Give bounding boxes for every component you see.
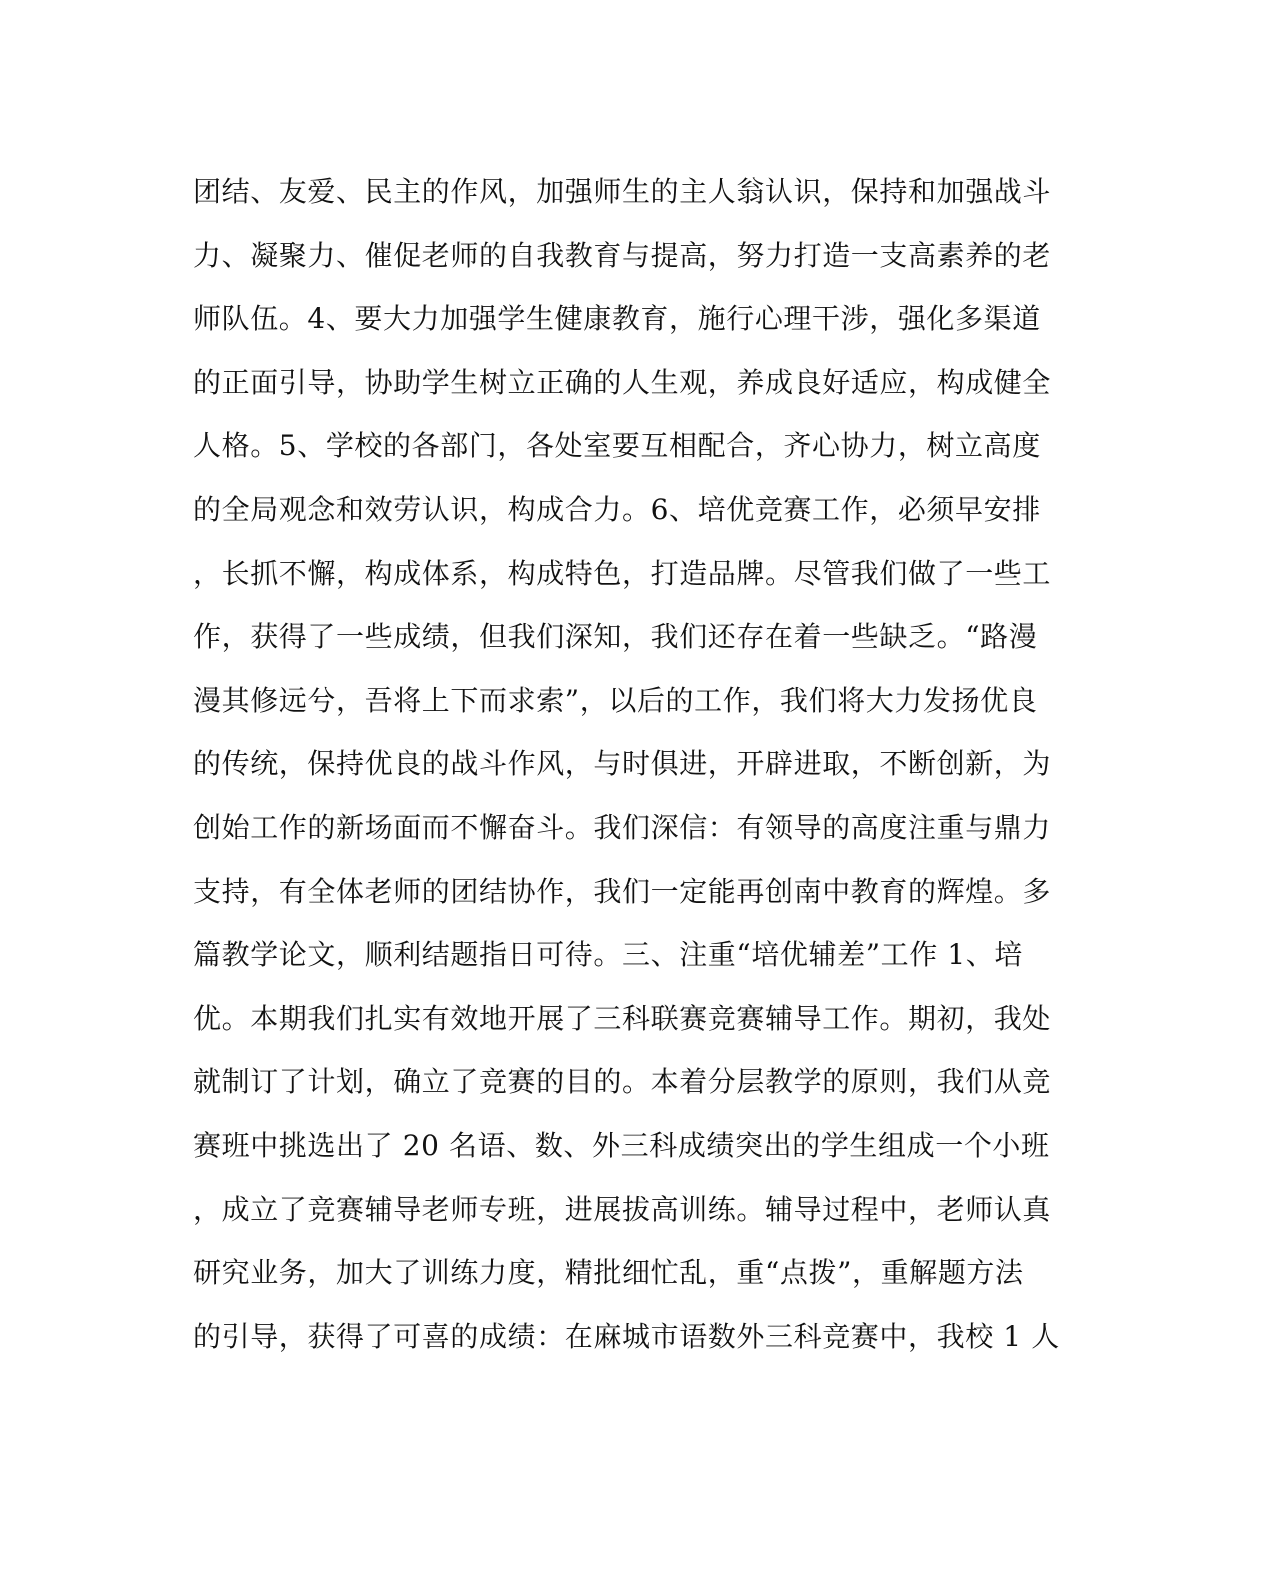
text-line: 优。本期我们扎实有效地开展了三科联赛竞赛辅导工作。期初，我处 bbox=[193, 1001, 1052, 1035]
text-line: 师队伍。4、要大力加强学生健康教育，施行心理干涉，强化多渠道 bbox=[193, 302, 1041, 336]
text-line: 作，获得了一些成绩，但我们深知，我们还存在着一些缺乏。“路漫 bbox=[193, 620, 1038, 654]
text-line: 漫其修远兮，吾将上下而求索”，以后的工作，我们将大力发扬优良 bbox=[193, 683, 1038, 717]
text-line: 赛班中挑选出了 20 名语、数、外三科成绩突出的学生组成一个小班 bbox=[193, 1128, 1050, 1162]
text-line: 的正面引导，协助学生树立正确的人生观，养成良好适应，构成健全 bbox=[193, 365, 1052, 399]
text-line: 就制订了计划，确立了竞赛的目的。本着分层教学的原则，我们从竞 bbox=[193, 1065, 1052, 1099]
text-line: ，长抓不懈，构成体系，构成特色，打造品牌。尽管我们做了一些工 bbox=[193, 556, 1052, 590]
text-line: 的全局观念和效劳认识，构成合力。6、培优竞赛工作，必须早安排 bbox=[193, 492, 1041, 526]
text-line: 研究业务，加大了训练力度，精批细忙乱，重“点拨”，重解题方法 bbox=[193, 1256, 1024, 1290]
text-line: 支持，有全体老师的团结协作，我们一定能再创南中教育的辉煌。多 bbox=[193, 874, 1052, 908]
text-line: 的传统，保持优良的战斗作风，与时俱进，开辟进取，不断创新，为 bbox=[193, 747, 1052, 781]
text-line: 创始工作的新场面而不懈奋斗。我们深信：有领导的高度注重与鼎力 bbox=[193, 810, 1052, 844]
text-line: 人格。5、学校的各部门，各处室要互相配合，齐心协力，树立高度 bbox=[193, 429, 1041, 463]
text-line: ，成立了竞赛辅导老师专班，进展拔高训练。辅导过程中，老师认真 bbox=[193, 1192, 1052, 1226]
text-line: 的引导，获得了可喜的成绩：在麻城市语数外三科竞赛中，我校 1 人 bbox=[193, 1319, 1060, 1353]
body-text bbox=[193, 160, 1073, 1368]
text-line: 篇教学论文，顺利结题指日可待。三、注重“培优辅差”工作 1、培 bbox=[193, 938, 1023, 972]
text-line: 团结、友爱、民主的作风，加强师生的主人翁认识，保持和加强战斗 bbox=[193, 175, 1052, 208]
text-line: 力、凝聚力、催促老师的自我教育与提高，努力打造一支高素养的老 bbox=[193, 238, 1052, 272]
